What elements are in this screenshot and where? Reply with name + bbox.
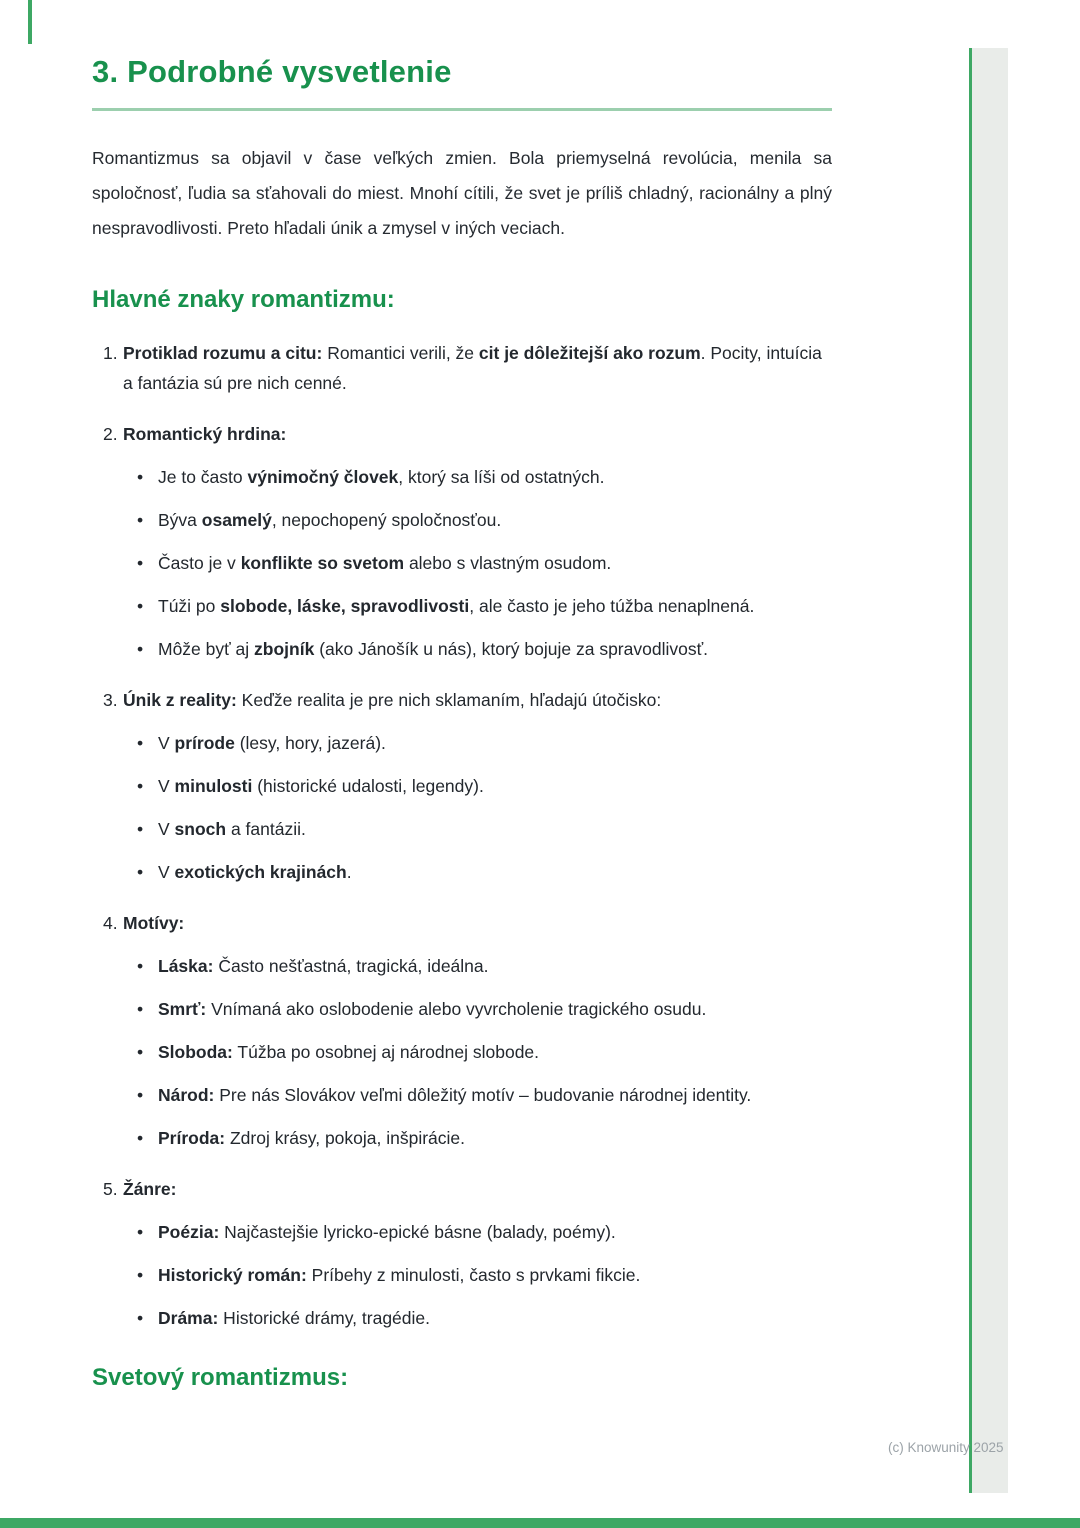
bold-text: Smrť: xyxy=(158,999,207,1019)
plain-text: V xyxy=(158,733,175,753)
bold-text: Motívy: xyxy=(123,913,185,933)
plain-text: a fantázii. xyxy=(226,819,306,839)
plain-text: Vnímaná ako oslobodenie alebo vyvrcholenie tragického osudu. xyxy=(206,999,707,1019)
bullet-marker: • xyxy=(137,1308,144,1328)
bullet-text xyxy=(158,1037,832,1067)
bold-text: Žánre: xyxy=(123,1179,177,1199)
item-number: 2. xyxy=(103,424,118,444)
plain-text: . Pocity, intuícia a fantázia sú pre nich cenné. xyxy=(123,343,822,393)
bullet-list xyxy=(123,1217,832,1333)
bold-text: Romantický hrdina: xyxy=(123,424,287,444)
bullet-item xyxy=(123,1303,832,1333)
bullet-marker: • xyxy=(137,776,144,796)
plain-text: Romantici verili, že xyxy=(322,343,479,363)
bold-text: konflikte so svetom xyxy=(240,553,405,573)
bold-text: Poézia: xyxy=(158,1222,220,1242)
bold-text: Historický román: xyxy=(158,1265,307,1285)
plain-text: Často nešťastná, tragická, ideálna. xyxy=(213,956,489,976)
bullet-marker: • xyxy=(137,1222,144,1242)
bold-text: Protiklad rozumu a citu: xyxy=(123,343,323,363)
bullet-text xyxy=(158,728,832,758)
item-number: 3. xyxy=(103,690,118,710)
bold-text: Národ: xyxy=(158,1085,215,1105)
bullet-list xyxy=(123,462,832,664)
plain-text: V xyxy=(158,819,175,839)
bold-text: osamelý xyxy=(201,510,272,530)
bullet-text xyxy=(158,1123,832,1153)
plain-text: , ale často je jeho túžba nenaplnená. xyxy=(469,596,755,616)
list-item xyxy=(92,338,832,398)
bold-text: snoch xyxy=(174,819,227,839)
item-number: 4. xyxy=(103,913,118,933)
bullet-item xyxy=(123,634,832,664)
bullet-marker: • xyxy=(137,819,144,839)
plain-text: Býva xyxy=(158,510,202,530)
plain-text: Pre nás Slovákov veľmi dôležitý motív – budovanie národnej identity. xyxy=(214,1085,752,1105)
title-divider xyxy=(92,108,832,111)
plain-text: (lesy, hory, jazerá). xyxy=(234,733,386,753)
section-heading-world-romanticism: Svetový romantizmus: xyxy=(92,1364,349,1391)
bullet-text xyxy=(158,1303,832,1333)
list-item xyxy=(92,419,832,664)
bullet-text xyxy=(158,591,832,621)
bullet-text xyxy=(158,1080,832,1110)
item-text xyxy=(123,338,832,398)
bullet-text xyxy=(158,548,832,578)
item-text xyxy=(123,685,832,715)
item-text xyxy=(123,1174,832,1204)
bullet-item xyxy=(123,951,832,981)
bullet-marker: • xyxy=(137,733,144,753)
bullet-item xyxy=(123,814,832,844)
bullet-marker: • xyxy=(137,467,144,487)
bold-text: Únik z reality: xyxy=(123,690,237,710)
item-body xyxy=(123,908,832,1153)
watermark: (c) Knowunity 2025 xyxy=(888,1440,1004,1455)
bold-text: Dráma: xyxy=(158,1308,219,1328)
bold-text: prírode xyxy=(174,733,235,753)
bullet-text xyxy=(158,951,832,981)
item-number: 1. xyxy=(103,343,118,363)
item-body xyxy=(123,419,832,664)
intro-paragraph: Romantizmus sa objavil v čase veľkých zmien. Bola priemyselná revolúcia, menila sa spoločnosť, ľudia sa sťahovali do miest. Mnohí cítili, že svet je príliš chladný, racionálny a plný nespravodlivosti. Preto hľadali únik a zmysel v iných veciach. xyxy=(92,148,832,238)
plain-text: Túži po xyxy=(158,596,221,616)
plain-text: , ktorý sa líši od ostatných. xyxy=(398,467,605,487)
page-content xyxy=(92,54,832,1393)
bullet-item xyxy=(123,1037,832,1067)
left-edge-accent xyxy=(28,0,32,44)
bullet-text xyxy=(158,1217,832,1247)
item-text xyxy=(123,908,832,938)
list-item xyxy=(92,685,832,887)
bullet-item xyxy=(123,462,832,492)
bold-text: zbojník xyxy=(254,639,315,659)
bold-text: cit je dôležitejší ako rozum xyxy=(478,343,701,363)
plain-text: (historické udalosti, legendy). xyxy=(252,776,484,796)
numbered-list xyxy=(92,338,832,1333)
bullet-marker: • xyxy=(137,956,144,976)
bullet-item xyxy=(123,548,832,578)
plain-text: V xyxy=(158,862,175,882)
plain-text: alebo s vlastným osudom. xyxy=(404,553,612,573)
bold-text: slobode, láske, spravodlivosti xyxy=(220,596,470,616)
plain-text: Historické drámy, tragédie. xyxy=(218,1308,431,1328)
plain-text: Zdroj krásy, pokoja, inšpirácie. xyxy=(225,1128,466,1148)
bullet-text xyxy=(158,462,832,492)
bullet-marker: • xyxy=(137,862,144,882)
bullet-marker: • xyxy=(137,1042,144,1062)
side-band xyxy=(969,48,1008,1493)
bottom-edge-band xyxy=(0,1518,1080,1528)
section-heading-main-features: Hlavné znaky romantizmu: xyxy=(92,286,395,313)
bullet-item xyxy=(123,1260,832,1290)
item-body xyxy=(123,685,832,887)
bullet-list xyxy=(123,728,832,887)
bold-text: výnimočný človek xyxy=(247,467,399,487)
bullet-marker: • xyxy=(137,639,144,659)
bold-text: Láska: xyxy=(158,956,214,976)
bold-text: exotických krajinách xyxy=(174,862,347,882)
plain-text: Príbehy z minulosti, často s prvkami fikcie. xyxy=(306,1265,641,1285)
bullet-marker: • xyxy=(137,1265,144,1285)
plain-text: Môže byť aj xyxy=(158,639,255,659)
bullet-marker: • xyxy=(137,553,144,573)
bullet-marker: • xyxy=(137,999,144,1019)
item-body xyxy=(123,1174,832,1333)
bullet-text xyxy=(158,857,832,887)
plain-text: Je to často xyxy=(158,467,248,487)
bullet-list xyxy=(123,951,832,1153)
bullet-marker: • xyxy=(137,1128,144,1148)
item-body xyxy=(123,338,832,398)
plain-text: Často je v xyxy=(158,553,241,573)
plain-text: Keďže realita je pre nich sklamaním, hľadajú útočisko: xyxy=(236,690,662,710)
bullet-text xyxy=(158,814,832,844)
bullet-item xyxy=(123,1123,832,1153)
plain-text: Najčastejšie lyricko-epické básne (balady, poémy). xyxy=(219,1222,616,1242)
plain-text: V xyxy=(158,776,175,796)
plain-text: , nepochopený spoločnosťou. xyxy=(271,510,502,530)
bullet-item xyxy=(123,591,832,621)
bullet-marker: • xyxy=(137,596,144,616)
item-number: 5. xyxy=(103,1179,118,1199)
bullet-item xyxy=(123,1217,832,1247)
bullet-item xyxy=(123,771,832,801)
list-item xyxy=(92,908,832,1153)
bold-text: Sloboda: xyxy=(158,1042,233,1062)
bullet-item xyxy=(123,994,832,1024)
plain-text: Túžba po osobnej aj národnej slobode. xyxy=(232,1042,540,1062)
bullet-item xyxy=(123,728,832,758)
bullet-text xyxy=(158,771,832,801)
list-item xyxy=(92,1174,832,1333)
bullet-text xyxy=(158,634,832,664)
bullet-marker: • xyxy=(137,1085,144,1105)
bullet-marker: • xyxy=(137,510,144,530)
page-title: 3. Podrobné vysvetlenie xyxy=(92,54,452,89)
item-text xyxy=(123,419,832,449)
bullet-text xyxy=(158,994,832,1024)
bullet-item xyxy=(123,1080,832,1110)
plain-text: . xyxy=(346,862,352,882)
plain-text: (ako Jánošík u nás), ktorý bojuje za spravodlivosť. xyxy=(314,639,709,659)
bold-text: Príroda: xyxy=(158,1128,226,1148)
bold-text: minulosti xyxy=(174,776,253,796)
bullet-item xyxy=(123,857,832,887)
bullet-text xyxy=(158,1260,832,1290)
bullet-item xyxy=(123,505,832,535)
bullet-text xyxy=(158,505,832,535)
